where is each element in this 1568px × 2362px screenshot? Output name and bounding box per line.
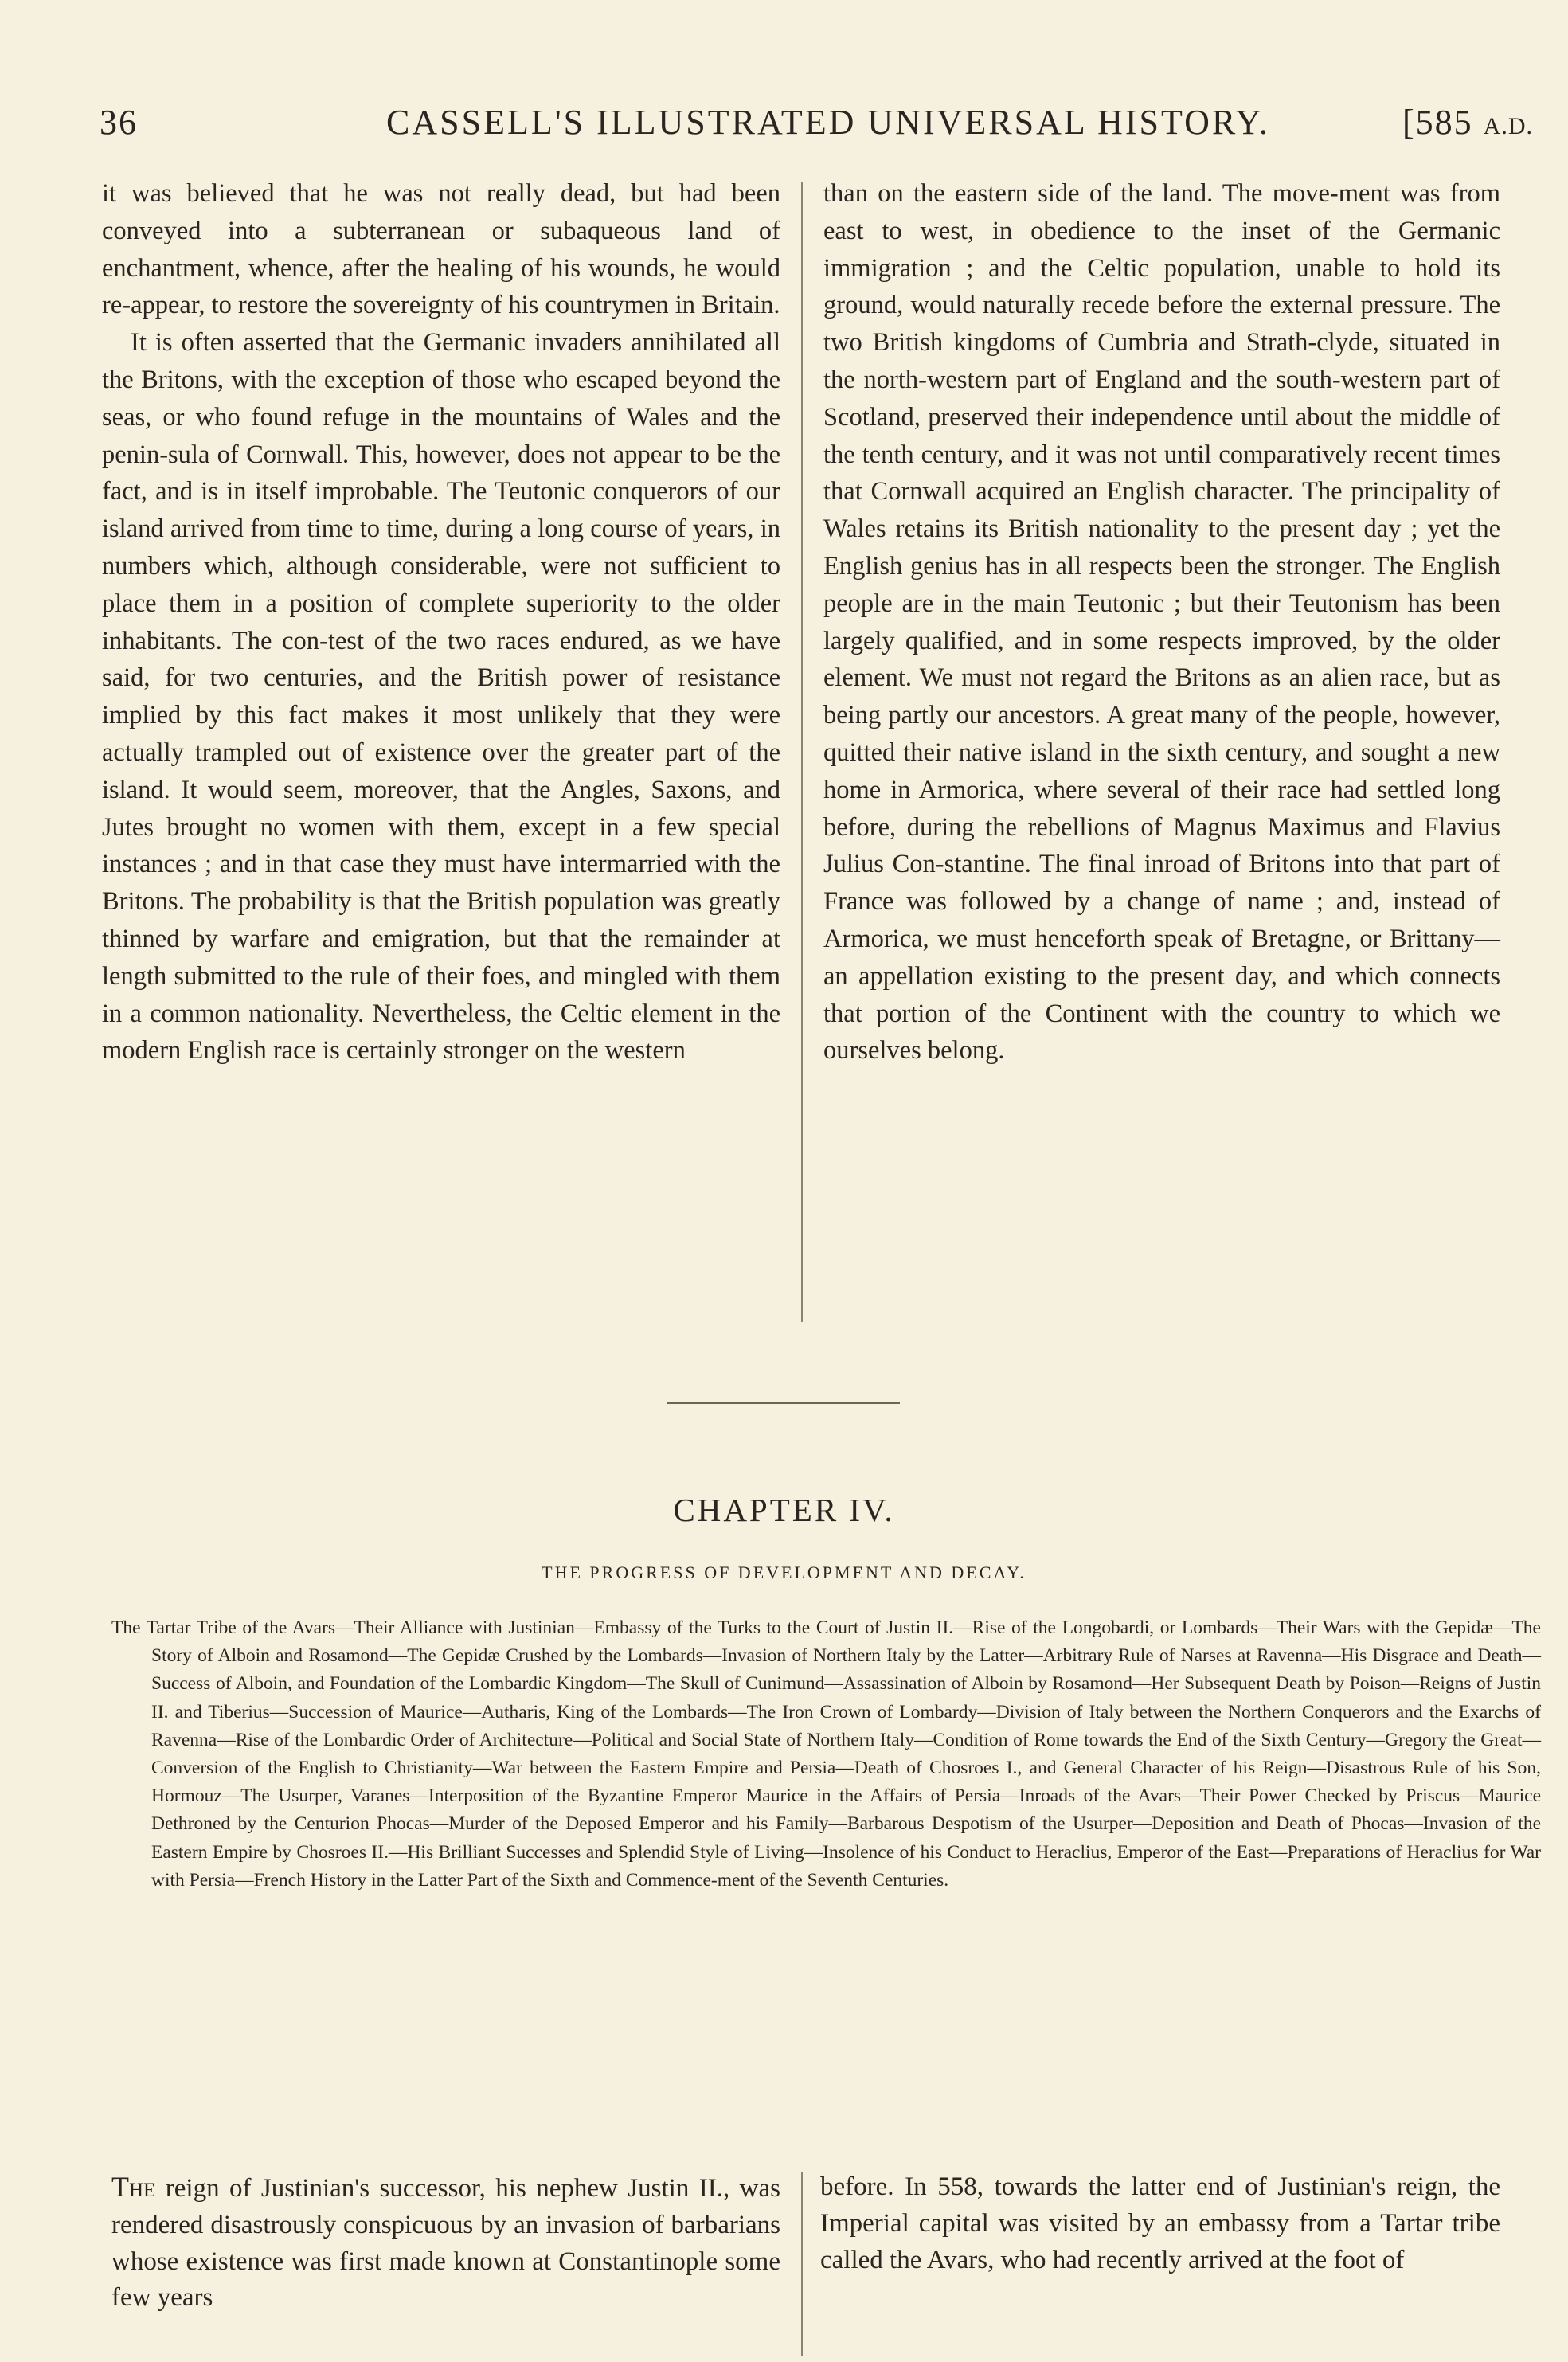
column-divider bbox=[801, 182, 803, 1322]
bottom-right-column bbox=[820, 2169, 1500, 2278]
paragraph: than on the eastern side of the land. The move-ment was from east to west, in obedience to the inset of the Germanic immigration ; and the Celtic population, unable to hold its ground, would naturally recede before the external pressure. The two British kingdoms of Cumbria and Strath-clyde, situated in the north-western part of England and the south-western part of Scotland, preserved their independence until about the middle of the tenth century, and it was not until comparatively recent times that Cornwall acquired an English character. The principality of Wales retains its British nationality to the present day ; yet the English genius has in all respects been the stronger. The English people are in the main Teutonic ; but their Teutonism has been largely qualified, and in some respects improved, by the older element. We must not regard the Britons as an alien race, but as being partly our ancestors. A great many of the people, however, quitted their native island in the sixth century, and sought a new home in Armorica, where several of their race had settled long before, during the rebellions of Magnus Maximus and Flavius Julius Con-stantine. The final inroad of Britons into that part of France was followed by a change of name ; and, instead of Armorica, we must henceforth speak of Bretagne, or Brittany—an appellation existing to the present day, and which connects that portion of the Continent with the country to which we ourselves belong. bbox=[823, 179, 1500, 1066]
opening-word: The bbox=[111, 2171, 156, 2203]
date-era: A.D. bbox=[1483, 113, 1533, 139]
date-marker bbox=[1402, 102, 1533, 143]
top-right-column bbox=[823, 175, 1500, 1070]
chapter-subtitle: THE PROGRESS OF DEVELOPMENT AND DECAY. bbox=[542, 1562, 1026, 1582]
column-divider bbox=[801, 2172, 803, 2356]
paragraph: it was believed that he was not really dead, but had been conveyed into a subterranean or subaqueous land of enchantment, whence, after the healing of his wounds, he would re-appear, to restore the sovereignty of his countrymen in Britain. bbox=[102, 179, 780, 320]
section-separator bbox=[667, 1402, 900, 1404]
date-year: [585 bbox=[1402, 103, 1473, 142]
paragraph: before. In 558, towards the latter end of Justinian's reign, the Imperial capital was visited by an embassy from a Tartar tribe called the Avars, who had recently arrived at the foot of bbox=[820, 2172, 1500, 2274]
paragraph bbox=[111, 2169, 780, 2317]
page-number: 36 bbox=[100, 103, 138, 142]
book-title: CASSELL'S ILLUSTRATED UNIVERSAL HISTORY. bbox=[386, 103, 1270, 142]
chapter-title: CHAPTER IV. bbox=[673, 1492, 895, 1528]
chapter-summary: The Tartar Tribe of the Avars—Their Alliance with Justinian—Embassy of the Turks to the Court of Justin II.—Rise of the Longobardi, or Lombards—Their Wars with the Gepidæ—The Story of Alboin and Rosamond—The Gepidæ Crushed by the Lombards—Invasion of Northern Italy by the Latter—Arbitrary Rule of Narses at Ravenna—His Disgrace and Death—Success of Alboin, and Foundation of the Lombardic Kingdom—The Skull of Cunimund—Assassination of Alboin by Rosamond—Her Subsequent Death by Poison—Reigns of Justin II. and Tiberius—Succession of Maurice—Autharis, King of the Lombards—The Iron Crown of Lombardy—Division of Italy between the Northern Conquerors and the Exarchs of Ravenna—Rise of the Lombardic Order of Architecture—Political and Social State of Northern Italy—Condition of Rome towards the End of the Sixth Century—Gregory the Great—Conversion of the English to Christianity—War between the Eastern Empire and Persia—Death of Chosroes I., and General Character of his Reign—Disastrous Rule of his Son, Hormouz—The Usurper, Varanes—Interposition of the Byzantine Emperor Maurice in the Affairs of Persia—Inroads of the Avars—Their Power Checked by Priscus—Maurice Dethroned by the Centurion Phocas—Murder of the Deposed Emperor and his Family—Barbarous Despotism of the Usurper—Deposition and Death of Phocas—Invasion of the Eastern Empire by Chosroes II.—His Brilliant Successes and Splendid Style of Living—Insolence of his Conduct to Heraclius, Emperor of the East—Preparations of Heraclius for War with Persia—French History in the Latter Part of the Sixth and Commence-ment of the Seventh Centuries. bbox=[111, 1617, 1541, 1891]
paragraph-text: reign of Justinian's successor, his nephew Justin II., was rendered disastrously conspicuous by an invasion of barbarians whose existence was first made known at Constantinople some few years bbox=[111, 2174, 780, 2313]
bottom-left-column bbox=[111, 2169, 780, 2317]
running-head bbox=[100, 102, 1533, 150]
paragraph: It is often asserted that the Germanic invaders annihilated all the Britons, with the exception of those who escaped beyond the seas, or who found refuge in the mountains of Wales and the penin-sula of Cornwall. This, however, does not appear to be the fact, and is in itself improbable. The Teutonic conquerors of our island arrived from time to time, during a long course of years, in numbers which, although considerable, were not sufficient to place them in a position of complete superiority to the older inhabitants. The con-test of the two races endured, as we have said, for two centuries, and the British power of resistance implied by this fact makes it most unlikely that they were actually trampled out of existence over the greater part of the island. It would seem, moreover, that the Angles, Saxons, and Jutes brought no women with them, except in a few special instances ; and in that case they must have intermarried with the Britons. The probability is that the British population was greatly thinned by warfare and emigration, but that the remainder at length submitted to the rule of their foes, and mingled with them in a common nationality. Nevertheless, the Celtic element in the modern English race is certainly stronger on the western bbox=[102, 328, 780, 1066]
top-left-column bbox=[102, 175, 780, 1070]
